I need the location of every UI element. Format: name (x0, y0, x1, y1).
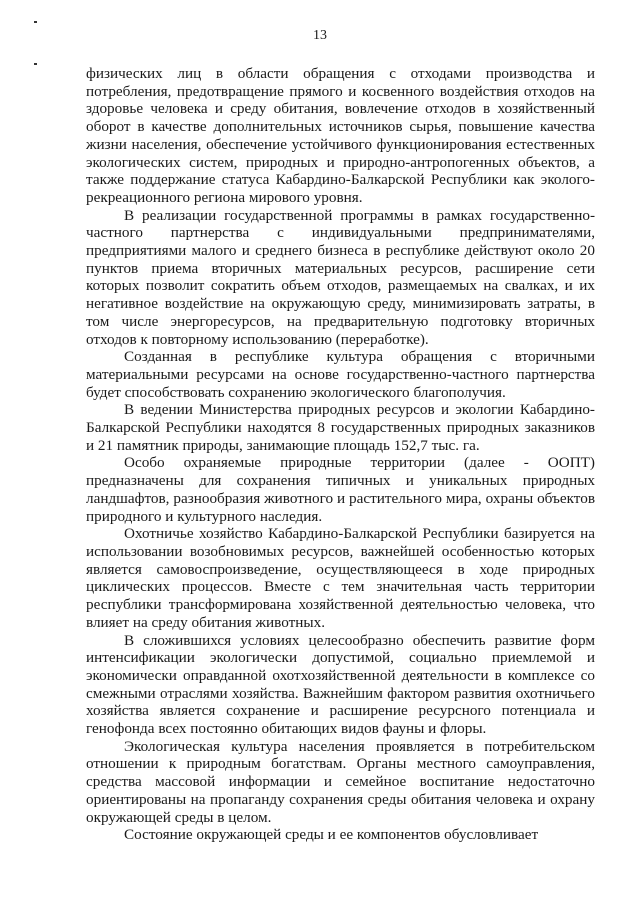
paragraph: В ведении Министерства природных ресурсов и экологии Кабардино-Балкарской Республики находятся 8 государственных природных заказников и 21 памятник природы, занимающие площадь 152,7 тыс. га. (86, 401, 595, 454)
scan-mark (34, 63, 37, 65)
paragraph: Особо охраняемые природные территории (далее - ООПТ) предназначены для сохранения типичных и уникальных природных ландшафтов, разнообразия животного и растительного мира, охраны объектов природного и культурного наследия. (86, 454, 595, 525)
paragraph: Экологическая культура населения проявляется в потребительском отношении к природным богатствам. Органы местного самоуправления, средства массовой информации и семейное воспитание недостаточно ориентированы на пропаганду сохранения среды обитания человека и охрану окружающей среды в целом. (86, 737, 595, 826)
paragraph: Созданная в республике культура обращения с вторичными материальными ресурсами на основе государственно-частного партнерства будет способствовать сохранению экологического благополучия. (86, 348, 595, 401)
page-number: 13 (313, 28, 327, 43)
paragraph: Охотничье хозяйство Кабардино-Балкарской Республики базируется на использовании возобновимых ресурсов, важнейшей особенностью которых является самовоспроизведение, осуществляющееся в ходе природных циклических процессов. Вместе с тем значительная часть территории республики трансформирована хозяйственной деятельностью человека, что влияет на среду обитания животных. (86, 525, 595, 631)
paragraph: физических лиц в области обращения с отходами производства и потребления, предотвращение прямого и косвенного воздействия отходов на здоровье человека и среду обитания, вовлечение отходов в хозяйственный оборот в качестве дополнительных источников сырья, повышение качества жизни населения, обеспечение устойчивого функционирования естественных экологических систем, природных и природно-антропогенных объектов, а также поддержание статуса Кабардино-Балкарской Республики как эколого-рекреационного региона мирового уровня. (86, 65, 595, 206)
paragraph: В сложившихся условиях целесообразно обеспечить развитие форм интенсификации экологически допустимой, социально приемлемой и экономически оправданной охотхозяйственной деятельности в комплексе со смежными отраслями хозяйства. Важнейшим фактором развития охотничьего хозяйства является сохранение и расширение ресурсного потенциала и генофонда всех постоянно обитающих видов фауны и флоры. (86, 631, 595, 738)
paragraph: В реализации государственной программы в рамках государственно-частного партнерства с индивидуальными предпринимателями, предприятиями малого и среднего бизнеса в республике действуют около 20 пунктов приема вторичных материальных ресурсов, расширение сети которых позволит сократить объем отходов, размещаемых на свалках, и их негативное воздействие на окружающую среду, минимизировать затраты, в том числе энергоресурсов, на предварительную подготовку вторичных отходов к повторному использованию (переработке). (86, 206, 595, 348)
scan-mark (34, 21, 37, 23)
paragraph: Состояние окружающей среды и ее компонентов обусловливает (124, 826, 539, 844)
body-text (86, 65, 595, 844)
